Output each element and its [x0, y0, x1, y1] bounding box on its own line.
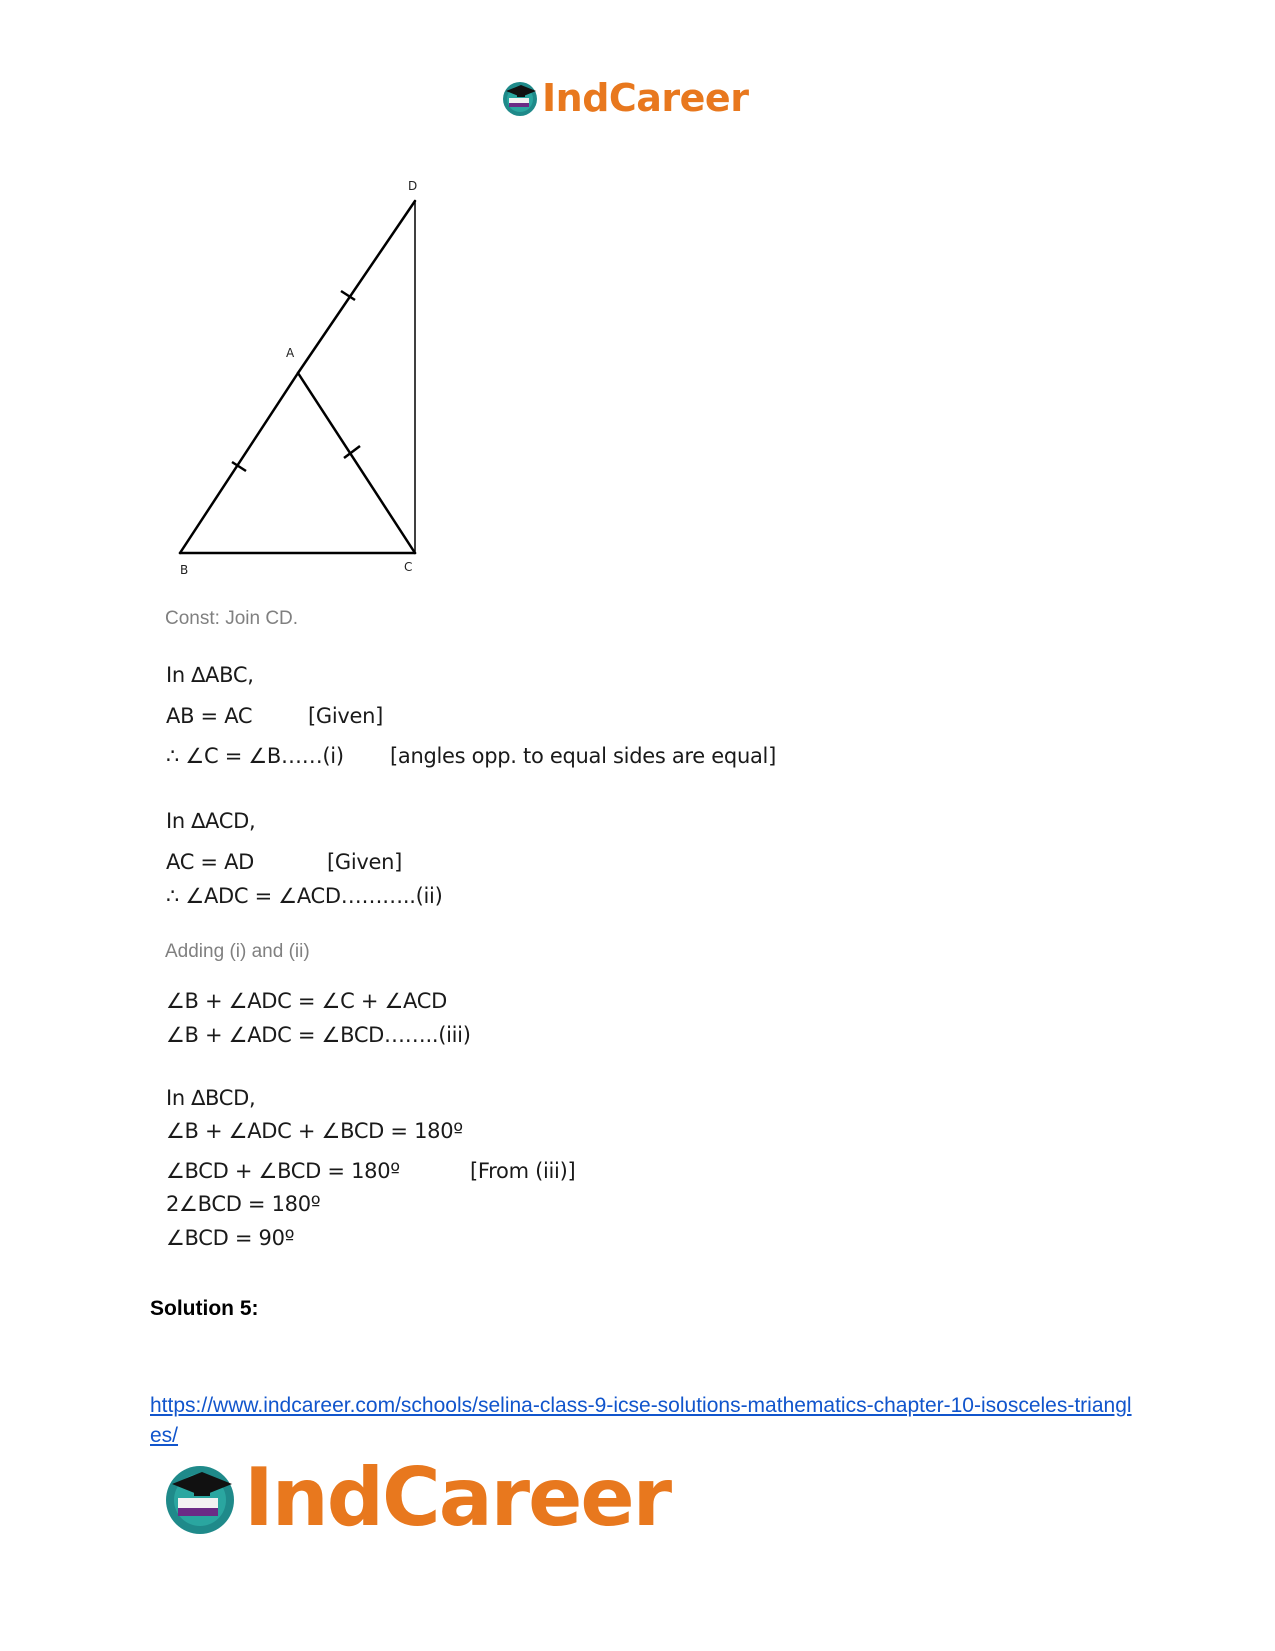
graduation-cap-icon [160, 1458, 240, 1538]
solution-heading: Solution 5: [150, 1297, 259, 1320]
proof-line: ∠BCD + ∠BCD = 180º [166, 1159, 400, 1183]
construction-note: Const: Join CD. [165, 608, 299, 629]
adding-note: Adding (i) and (ii) [165, 941, 310, 962]
proof-line: ∴ ∠ADC = ∠ACD………..(ii) [166, 884, 443, 908]
segment-ad [298, 201, 415, 373]
segment-ba [180, 373, 298, 553]
proof-reason: [From (iii)] [470, 1159, 576, 1183]
graduation-cap-icon [500, 78, 540, 118]
proof-line: In ∆ABC, [166, 663, 254, 687]
proof-line: 2∠BCD = 180º [166, 1192, 321, 1216]
proof-line: AC = AD [166, 850, 255, 874]
proof-line: ∠B + ∠ADC = ∠C + ∠ACD [166, 989, 447, 1013]
point-label-c: C [404, 560, 413, 574]
proof-line: ∠B + ∠ADC + ∠BCD = 180º [166, 1119, 463, 1143]
header-logo [500, 78, 748, 118]
point-label-a: A [286, 346, 295, 360]
triangle-figure [170, 175, 460, 595]
point-label-b: B [180, 563, 189, 577]
proof-line: ∠B + ∠ADC = ∠BCD……..(iii) [166, 1023, 471, 1047]
proof-line: ∠BCD = 90º [166, 1226, 295, 1250]
point-label-d: D [408, 179, 418, 193]
proof-line: In ∆BCD, [166, 1086, 256, 1110]
footer-logo [160, 1451, 671, 1544]
logo-wordmark: IndCareer [542, 76, 749, 120]
segment-ac [298, 373, 415, 553]
proof-reason: [Given] [308, 704, 384, 728]
proof-line: ∴ ∠C = ∠B……(i) [166, 744, 344, 768]
proof-line: In ∆ACD, [166, 809, 256, 833]
proof-reason: [angles opp. to equal sides are equal] [390, 744, 776, 768]
proof-reason: [Given] [327, 850, 403, 874]
proof-line: AB = AC [166, 704, 253, 728]
source-link[interactable]: https://www.indcareer.com/schools/selina-class-9-icse-solutions-mathematics-chapter-10-isosceles-triangles/ [150, 1394, 1132, 1447]
logo-wordmark: IndCareer [244, 1451, 671, 1544]
